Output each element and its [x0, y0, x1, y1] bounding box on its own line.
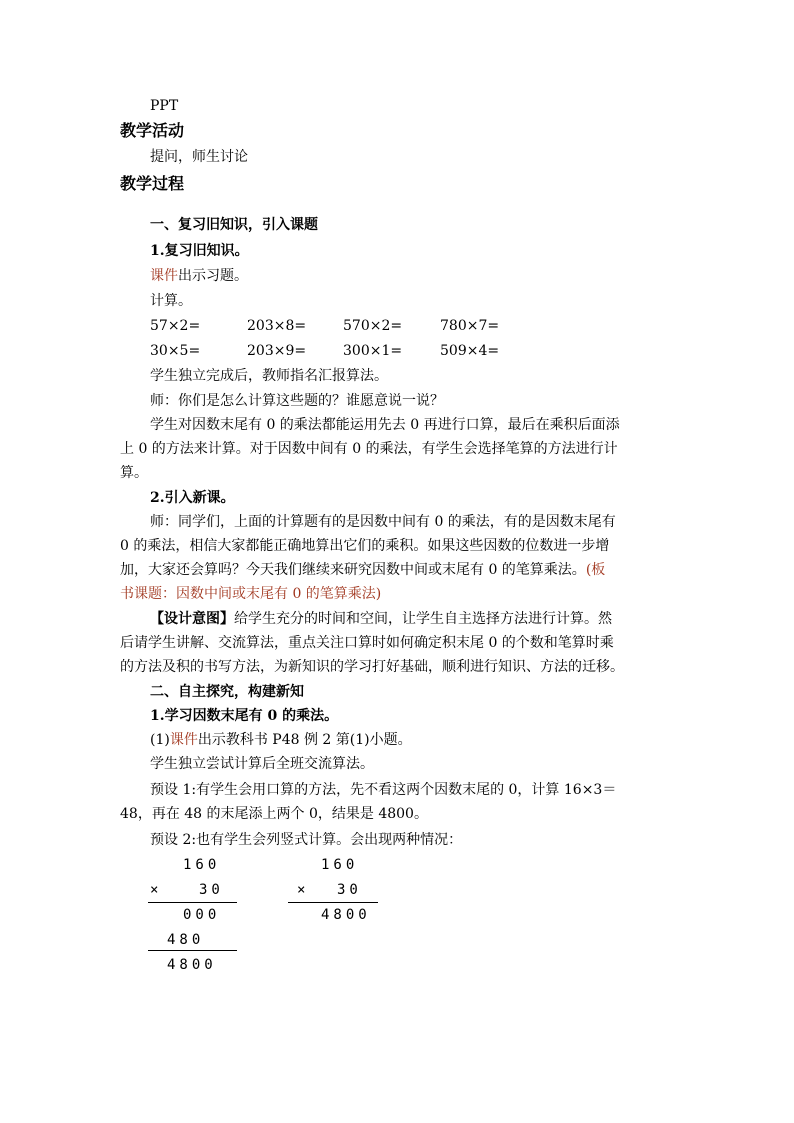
paragraph-line: 学生独立尝试计算后全班交流算法。	[150, 756, 374, 772]
paragraph-line: 算。	[120, 465, 148, 481]
board-title-note: 书课题：因数中间或末尾有 0 的笔算乘法)	[120, 586, 382, 602]
exercise-item: 203×9=	[247, 343, 307, 359]
design-intent-line	[150, 607, 612, 631]
multiplicand: 160	[321, 857, 359, 873]
paragraph-line: 48，再在 48 的末尾添上两个 0，结果是 4800。	[120, 806, 428, 822]
item-1-line	[150, 728, 412, 752]
paragraph-line: 上 0 的方法来计算。对于因数中间有 0 的乘法，有学生会选择笔算的方法进行计	[120, 441, 618, 457]
subsection-1-title: 1.复习旧知识。	[150, 243, 249, 259]
paragraph-line: 后请学生讲解、交流算法，重点关注口算时如何确定积末尾 0 的个数和笔算时乘	[120, 635, 614, 651]
section-1-title: 一、复习旧知识，引入课题	[150, 217, 318, 233]
subsection-3-title: 1.学习因数末尾有 0 的乘法。	[150, 708, 339, 724]
paragraph-line: 师：你们是怎么计算这些题的？谁愿意说一说？	[150, 393, 444, 409]
exercise-item: 30×5=	[150, 343, 201, 359]
board-title-note: (板	[585, 562, 606, 578]
activity-heading: 教学活动	[120, 121, 185, 140]
design-intent-label: 【设计意图】	[150, 611, 234, 627]
multiplier: 30	[199, 882, 224, 898]
materials-text: PPT	[150, 98, 179, 114]
process-heading: 教学过程	[120, 174, 185, 193]
subsection-2-title: 2.引入新课。	[150, 490, 235, 506]
product: 4800	[167, 957, 217, 973]
item-1-prefix: (1)	[150, 732, 170, 748]
paragraph-text: 给学生充分的时间和空间，让学生自主选择方法进行计算。然	[234, 611, 612, 627]
multiplier: 30	[337, 882, 362, 898]
paragraph-line: 的方法及积的书写方法，为新知识的学习打好基础，顺利进行知识、方法的迁移。	[120, 659, 624, 675]
exercise-item: 780×7=	[440, 318, 500, 334]
paragraph-line: 0 的乘法，相信大家都能正确地算出它们的乘积。如果这些因数的位数进一步增	[120, 538, 610, 554]
paragraph-line: 学生独立完成后，教师指名汇报算法。	[150, 368, 388, 384]
product: 4800	[321, 907, 371, 923]
exercise-item: 300×1=	[343, 343, 403, 359]
compute-label: 计算。	[150, 293, 192, 309]
paragraph-line: 预设 1:有学生会用口算的方法，先不看这两个因数末尾的 0，计算 16×3＝	[150, 782, 617, 798]
calc-line	[148, 902, 237, 903]
courseware-label: 课件	[169, 732, 198, 748]
courseware-label: 课件	[150, 268, 178, 284]
partial-product-1: 000	[183, 907, 221, 923]
section-2-title: 二、自主探究，构建新知	[150, 684, 304, 700]
courseware-line	[150, 264, 248, 288]
partial-product-2: 480	[167, 932, 205, 948]
paragraph-line: 学生对因数末尾有 0 的乘法都能运用先去 0 再进行口算，最后在乘积后面添	[150, 417, 620, 433]
exercise-item: 203×8=	[247, 318, 307, 334]
exercise-item: 509×4=	[440, 343, 500, 359]
calc-line	[148, 950, 237, 951]
multiplicand: 160	[183, 857, 221, 873]
calc-line	[288, 902, 378, 903]
paragraph-line: 预设 2:也有学生会列竖式计算。会出现两种情况：	[150, 832, 463, 848]
item-1-text: 出示教科书 P48 例 2 第(1)小题。	[197, 732, 412, 748]
activity-text: 提问，师生讨论	[150, 149, 248, 165]
paragraph-line: 师：同学们，上面的计算题有的是因数中间有 0 的乘法，有的是因数末尾有	[150, 514, 616, 530]
show-exercises-text: 出示习题。	[178, 268, 248, 284]
multiply-sign: ×	[297, 882, 310, 898]
paragraph-text: 加，大家还会算吗？今天我们继续来研究因数中间或末尾有 0 的笔算乘法。	[120, 562, 586, 578]
exercise-item: 57×2=	[150, 318, 201, 334]
paragraph-line	[120, 558, 605, 582]
multiply-sign: ×	[150, 882, 163, 898]
exercise-item: 570×2=	[343, 318, 403, 334]
